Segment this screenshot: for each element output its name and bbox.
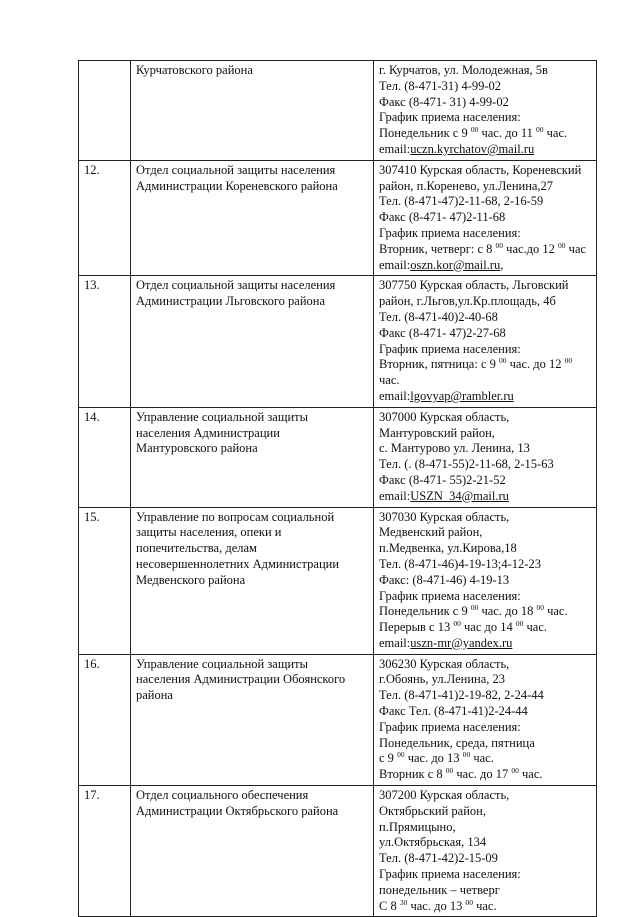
contact-line: район, г.Льгов,ул.Кр.площадь, 4б bbox=[379, 294, 556, 309]
agency-name-cell bbox=[131, 786, 374, 917]
contact-line: ул.Октябрьская, 134 bbox=[379, 835, 487, 850]
hours-text: час. bbox=[472, 898, 497, 913]
contact-line: с. Мантурово ул. Ленина, 13 bbox=[379, 441, 530, 456]
contact-line: Мантуровский район, bbox=[379, 425, 495, 440]
contact-line: 307750 Курская область, Льговский bbox=[379, 278, 569, 293]
email-line bbox=[379, 389, 592, 405]
contact-cell bbox=[374, 276, 597, 407]
contact-line: 307000 Курская область, bbox=[379, 409, 510, 424]
hours-text: час до 14 bbox=[460, 620, 516, 635]
contact-line: Тел. (8-471-42)2-15-09 bbox=[379, 851, 498, 866]
contact-line: Факс Тел. (8-471-41)2-24-44 bbox=[379, 704, 528, 719]
agency-name-line: Управление социальной защиты bbox=[136, 656, 309, 671]
contact-cell bbox=[374, 61, 597, 161]
contact-cell bbox=[374, 160, 597, 276]
contact-line: 307410 Курская область, Кореневский bbox=[379, 162, 582, 177]
agency-name-line: защиты населения, опеки и bbox=[136, 525, 282, 540]
hours-text: час bbox=[565, 241, 587, 256]
hours-minutes: 00 bbox=[499, 356, 507, 366]
row-number: 13. bbox=[79, 276, 131, 407]
email-line bbox=[379, 142, 592, 158]
contact-line: График приема населения: bbox=[379, 588, 521, 603]
office-hours-line bbox=[379, 767, 592, 783]
hours-minutes: 00 bbox=[470, 125, 479, 135]
contact-line: г.Обоянь, ул.Ленина, 23 bbox=[379, 672, 506, 687]
contact-line: Медвенский район, bbox=[379, 525, 483, 540]
email-line bbox=[379, 489, 592, 505]
agency-name-cell bbox=[131, 61, 374, 161]
hours-minutes: 00 bbox=[558, 240, 566, 250]
agency-name-line: Курчатовского района bbox=[136, 63, 253, 77]
table-row bbox=[79, 654, 597, 785]
contact-line: г. Курчатов, ул. Молодежная, 5в bbox=[379, 63, 548, 77]
contact-line: п.Медвенка, ул.Кирова,18 bbox=[379, 541, 517, 556]
contact-line: График приема населения: bbox=[379, 341, 521, 356]
agency-name-line: Отдел социальной защиты населения bbox=[136, 162, 336, 177]
table-row bbox=[79, 160, 597, 276]
contact-line: График приема населения: bbox=[379, 110, 521, 125]
hours-text: С 8 bbox=[379, 898, 400, 913]
contact-line: График приема населения: bbox=[379, 719, 521, 734]
hours-minutes: 00 bbox=[536, 603, 544, 613]
hours-text: Понедельник с 9 bbox=[379, 604, 471, 619]
contact-cell bbox=[374, 654, 597, 785]
agency-name-line: Отдел социального обеспечения bbox=[136, 788, 309, 803]
contact-line: График приема населения: bbox=[379, 867, 521, 882]
contact-line: час. bbox=[379, 373, 400, 388]
contact-line: Тел. (8-471-41)2-19-82, 2-24-44 bbox=[379, 688, 544, 703]
hours-minutes: 00 bbox=[445, 766, 454, 776]
contact-line: График приема населения: bbox=[379, 225, 521, 240]
agency-name-line: Администрации Октябрьского района bbox=[136, 803, 339, 818]
email-link[interactable]: USZN_34@mail.ru bbox=[410, 488, 509, 503]
hours-minutes: 00 bbox=[495, 240, 504, 250]
office-hours-line bbox=[379, 751, 592, 767]
hours-minutes: 00 bbox=[397, 750, 405, 760]
hours-minutes: 00 bbox=[453, 619, 461, 629]
contact-line: 307200 Курская область, bbox=[379, 788, 510, 803]
row-number: 16. bbox=[79, 654, 131, 785]
hours-minutes: 00 bbox=[462, 750, 471, 760]
agency-name-line: Отдел социальной защиты населения bbox=[136, 278, 336, 293]
agency-name-cell bbox=[131, 407, 374, 507]
agencies-table bbox=[78, 60, 597, 917]
agency-name-cell bbox=[131, 160, 374, 276]
contact-line: Факс (8-471- 47)2-11-68 bbox=[379, 210, 506, 225]
hours-text: час. до 13 bbox=[404, 751, 463, 766]
contact-line: Октябрьский район, bbox=[379, 803, 486, 818]
hours-minutes: 00 bbox=[515, 619, 524, 629]
hours-text: Вторник с 8 bbox=[379, 767, 446, 782]
table-row bbox=[79, 276, 597, 407]
email-link[interactable]: oszn.kor@mail.ru, bbox=[410, 257, 504, 272]
hours-text: час. до 11 bbox=[478, 126, 536, 141]
hours-minutes: 00 bbox=[511, 766, 519, 776]
office-hours-line bbox=[379, 242, 592, 258]
contact-line: 307030 Курская область, bbox=[379, 509, 510, 524]
contact-line: Тел. (8-471-46)4-19-13;4-12-23 bbox=[379, 556, 541, 571]
contact-line: Факс (8-471- 47)2-27-68 bbox=[379, 325, 506, 340]
table-row bbox=[79, 786, 597, 917]
contact-cell bbox=[374, 507, 597, 654]
hours-text: Вторник, пятница: с 9 bbox=[379, 357, 500, 372]
contact-line: Факс: (8-471-46) 4-19-13 bbox=[379, 572, 510, 587]
hours-text: час. bbox=[543, 604, 568, 619]
table-row bbox=[79, 407, 597, 507]
agency-name-line: населения Администрации bbox=[136, 425, 280, 440]
contact-line: Факс (8-471- 55)2-21-52 bbox=[379, 472, 506, 487]
contact-line: п.Прямицыно, bbox=[379, 819, 456, 834]
agency-name-line: Администрации Льговского района bbox=[136, 294, 325, 309]
office-hours-line bbox=[379, 126, 592, 142]
row-number: 14. bbox=[79, 407, 131, 507]
agency-name-line: Управление социальной защиты bbox=[136, 409, 309, 424]
table-row bbox=[79, 507, 597, 654]
hours-text: Перерыв с 13 bbox=[379, 620, 454, 635]
hours-text: час. до 18 bbox=[478, 604, 537, 619]
row-number: 15. bbox=[79, 507, 131, 654]
agency-name-line: Администрации Кореневского района bbox=[136, 178, 338, 193]
table-row bbox=[79, 61, 597, 161]
hours-text: час. bbox=[518, 767, 543, 782]
agency-name-line: попечительства, делам bbox=[136, 541, 257, 556]
contact-line: Тел. (8-471-31) 4-99-02 bbox=[379, 78, 502, 93]
email-link[interactable]: uczn.kyrchatov@mail.ru bbox=[410, 141, 535, 156]
email-link[interactable]: uszn-mr@yandex.ru bbox=[410, 635, 513, 650]
hours-minutes: 00 bbox=[470, 603, 479, 613]
contact-line: Факс (8-471- 31) 4-99-02 bbox=[379, 94, 509, 109]
row-number bbox=[79, 61, 131, 161]
agency-name-line: населения Администрации Обоянского bbox=[136, 672, 346, 687]
agency-name-cell bbox=[131, 507, 374, 654]
hours-text: час.до 12 bbox=[503, 241, 559, 256]
agency-name-cell bbox=[131, 654, 374, 785]
hours-minutes: 30 bbox=[399, 897, 408, 907]
office-hours-line bbox=[379, 604, 592, 620]
hours-minutes: 00 bbox=[564, 356, 573, 366]
row-number: 17. bbox=[79, 786, 131, 917]
contact-line: понедельник – четверг bbox=[379, 882, 500, 897]
email-prefix: email: bbox=[379, 141, 411, 156]
contact-line: Тел. (8-471-40)2-40-68 bbox=[379, 309, 498, 324]
agency-name-line: Мантуровского района bbox=[136, 441, 258, 456]
hours-minutes: 00 bbox=[465, 897, 473, 907]
contact-cell bbox=[374, 786, 597, 917]
contact-cell bbox=[374, 407, 597, 507]
hours-text: час. до 12 bbox=[506, 357, 565, 372]
office-hours-line bbox=[379, 899, 592, 915]
email-prefix: email: bbox=[379, 488, 411, 503]
agency-name-line: района bbox=[136, 688, 173, 703]
email-line bbox=[379, 636, 592, 652]
agency-name-line: Медвенского района bbox=[136, 572, 246, 587]
agency-name-line: Управление по вопросам социальной bbox=[136, 509, 335, 524]
office-hours-line bbox=[379, 357, 592, 373]
hours-text: с 9 bbox=[379, 751, 398, 766]
hours-text: час. до 17 bbox=[453, 767, 512, 782]
hours-text: Понедельник с 9 bbox=[379, 126, 471, 141]
email-prefix: email: bbox=[379, 635, 411, 650]
hours-text: Вторник, четверг: с 8 bbox=[379, 241, 496, 256]
email-link[interactable]: lgovyap@rambler.ru bbox=[410, 388, 514, 403]
email-line bbox=[379, 258, 592, 274]
agency-name-cell bbox=[131, 276, 374, 407]
contact-line: Тел. (8-471-47)2-11-68, 2-16-59 bbox=[379, 194, 544, 209]
hours-text: час. bbox=[470, 751, 494, 766]
office-hours-line bbox=[379, 620, 592, 636]
row-number: 12. bbox=[79, 160, 131, 276]
hours-minutes: 00 bbox=[535, 125, 544, 135]
hours-text: час. bbox=[543, 126, 568, 141]
hours-text: час. bbox=[523, 620, 547, 635]
email-prefix: email: bbox=[379, 257, 411, 272]
contact-line: Тел. (. (8-471-55)2-11-68, 2-15-63 bbox=[379, 457, 554, 472]
contact-line: район, п.Коренево, ул.Ленина,27 bbox=[379, 178, 554, 193]
contact-line: 306230 Курская область, bbox=[379, 656, 510, 671]
hours-text: час. до 13 bbox=[407, 898, 466, 913]
agency-name-line: несовершеннолетних Администрации bbox=[136, 556, 340, 571]
email-prefix: email: bbox=[379, 388, 411, 403]
contact-line: Понедельник, среда, пятница bbox=[379, 735, 535, 750]
